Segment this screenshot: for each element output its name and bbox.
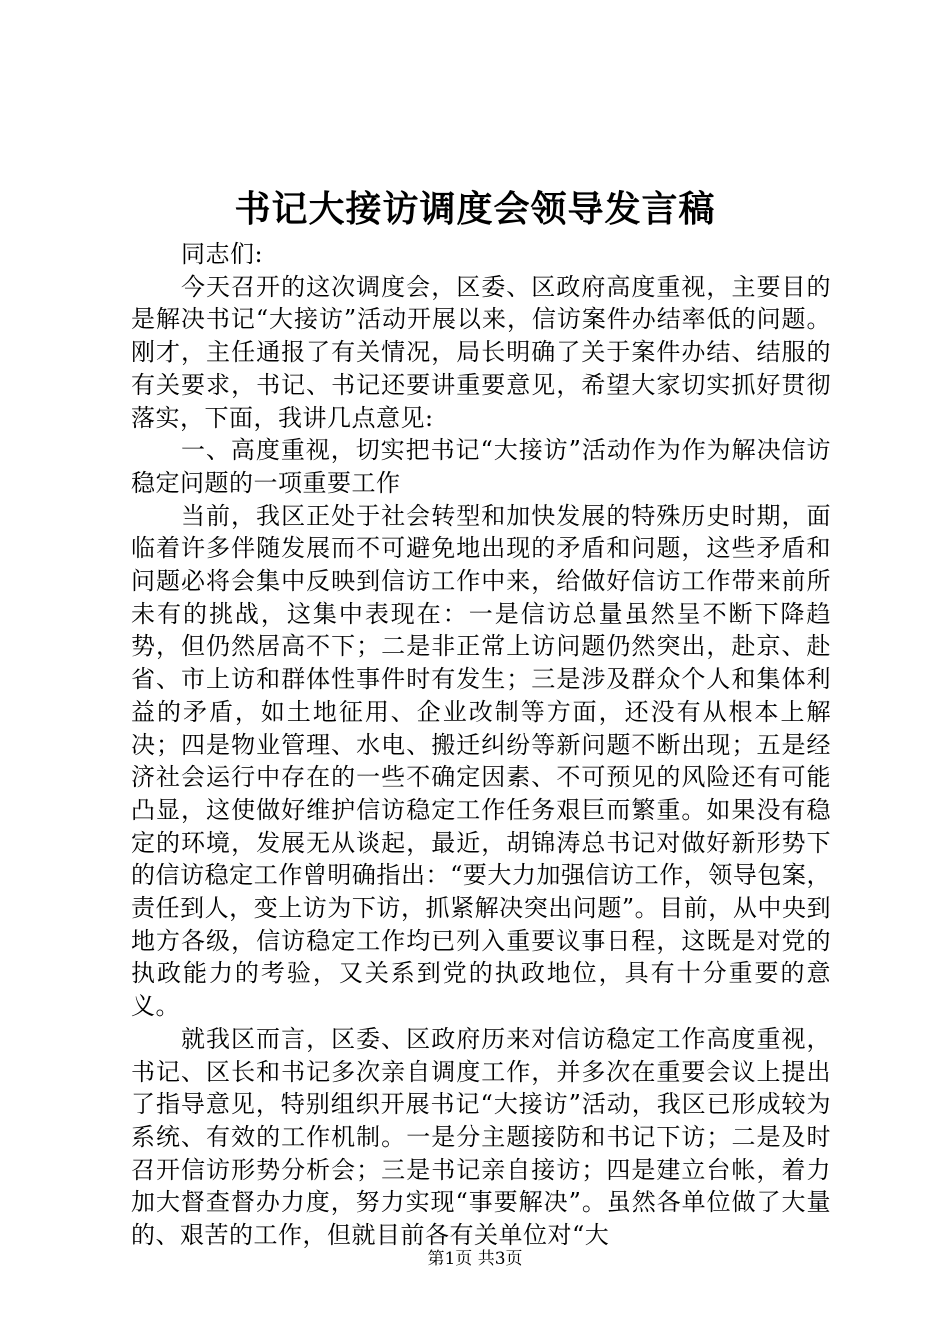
paragraph-intro: 今天召开的这次调度会，区委、区政府高度重视，主要目的是解决书记“大接访”活动开展以来，信访案件办结率低的问题。刚才，主任通报了有关情况，局长明确了关于案件办结、结服的有关要求，书记、书记还要讲重要意见，希望大家切实抓好贯彻落实，下面，我讲几点意见: [131,272,831,432]
page-footer: 第1页 共3页 [427,1249,523,1269]
paragraph-situation: 当前，我区正处于社会转型和加快发展的特殊历史时期，面临着许多伴随发展而不可避免地出现的矛盾和问题，这些矛盾和问题必将会集中反映到信访工作中来，给做好信访工作带来前所未有的挑战，这集中表现在：一是信访总量虽然呈不断下降趋势，但仍然居高不下；二是非正常上访问题仍然突出，赴京、赴省、市上访和群体性事件时有发生；三是涉及群众个人和集体利益的矛盾，如土地征用、企业改制等方面，还没有从根本上解决；四是物业管理、水电、搬迁纠纷等新问题不断出现；五是经济社会运行中存在的一些不确定因素、不可预见的风险还有可能凸显，这使做好维护信访稳定工作任务艰巨而繁重。如果没有稳定的环境，发展无从谈起，最近，胡锦涛总书记对做好新形势下的信访稳定工作曾明确指出：“要大力加强信访工作，领导包案，责任到人，变上访为下访，抓紧解决突出问题”。目前，从中央到地方各级，信访稳定工作均已列入重要议事日程，这既是对党的执政能力的考验，又关系到党的执政地位，具有十分重要的意义。 [131,501,831,1021]
document-title: 书记大接访调度会领导发言稿 [234,188,716,230]
document-body [131,238,831,1252]
paragraph-district: 就我区而言，区委、区政府历来对信访稳定工作高度重视，书记、区长和书记多次亲自调度工作，并多次在重要会议上提出了指导意见，特别组织开展书记“大接访”活动，我区已形成较为系统、有效的工作机制。一是分主题接防和书记下访；二是及时召开信访形势分析会；三是书记亲自接访；四是建立台帐，着力加大督查督办力度，努力实现“事要解决”。虽然各单位做了大量的、艰苦的工作，但就目前各有关单位对“大 [131,1024,831,1250]
paragraph-salutation: 同志们: [181,240,264,268]
paragraph-heading-1: 一、高度重视，切实把书记“大接访”活动作为作为解决信访稳定问题的一项重要工作 [131,436,831,497]
